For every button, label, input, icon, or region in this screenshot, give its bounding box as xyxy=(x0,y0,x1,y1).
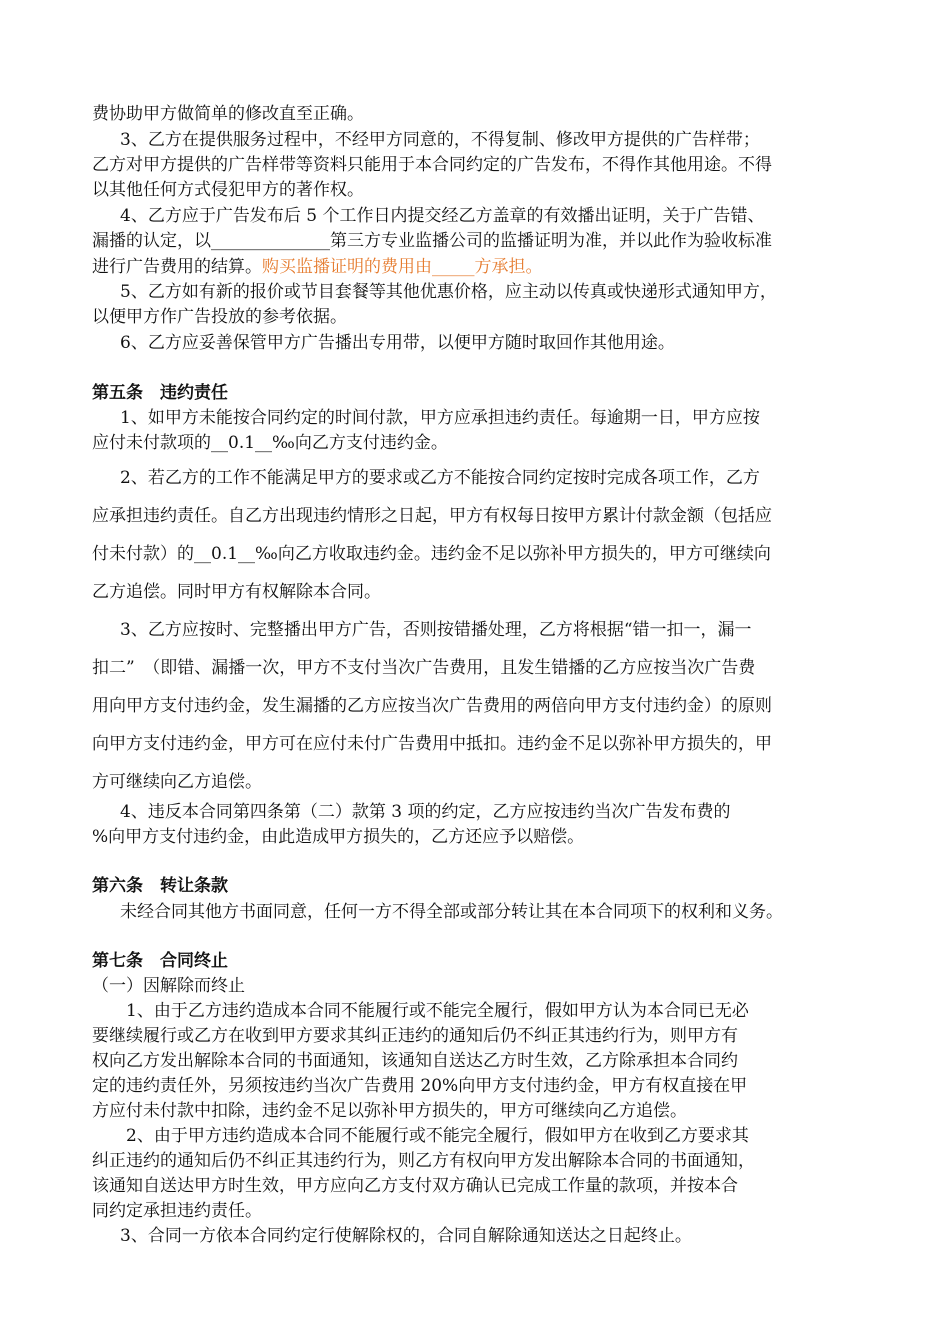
text-line: 付未付款）的__0.1__‰向乙方收取违约金。违约金不足以弥补甲方损失的，甲方可继续向 xyxy=(92,544,771,564)
text-line: 5、乙方如有新的报价或节目套餐等其他优惠价格，应主动以传真或快递形式通知甲方， xyxy=(120,282,777,302)
text-line: 2、由于甲方违约造成本合同不能履行或不能完全履行，假如甲方在收到乙方要求其 xyxy=(126,1126,749,1146)
text-line: 费协助甲方做简单的修改直至正确。 xyxy=(92,104,364,124)
text-line: 4、违反本合同第四条第（二）款第 3 项的约定，乙方应按违约当次广告发布费的 xyxy=(120,802,731,822)
text-line: 2、若乙方的工作不能满足甲方的要求或乙方不能按合同约定按时完成各项工作，乙方 xyxy=(120,468,760,488)
text-line: 定的违约责任外，另须按违约当次广告费用 20%向甲方支付违约金，甲方有权直接在甲 xyxy=(92,1076,748,1096)
text-line: 用向甲方支付违约金，发生漏播的乙方应按当次广告费用的两倍向甲方支付违约金）的原则 xyxy=(92,696,772,716)
text-line: 以便甲方作广告投放的参考依据。 xyxy=(92,307,347,327)
text-line: 4、乙方应于广告发布后 5 个工作日内提交经乙方盖章的有效播出证明，关于广告错、 xyxy=(120,206,765,226)
text-line: 该通知自送达甲方时生效，甲方应向乙方支付双方确认已完成工作量的款项，并按本合 xyxy=(92,1176,738,1196)
text-line: 6、乙方应妥善保管甲方广告播出专用带，以便甲方随时取回作其他用途。 xyxy=(120,333,675,353)
text-line: 纠正违约的通知后仍不纠正其违约行为，则乙方有权向甲方发出解除本合同的书面通知， xyxy=(92,1151,755,1171)
text-line: 方可继续向乙方追偿。 xyxy=(92,772,262,792)
text-line: 1、如甲方未能按合同约定的时间付款，甲方应承担违约责任。每逾期一日，甲方应按 xyxy=(120,408,760,428)
highlighted-note: 购买监播证明的费用由_____方承担。 xyxy=(262,257,543,277)
text-line: 要继续履行或乙方在收到甲方要求其纠正违约的通知后仍不纠正其违约行为，则甲方有 xyxy=(92,1026,738,1046)
text-line: 方应付未付款中扣除，违约金不足以弥补甲方损失的，甲方可继续向乙方追偿。 xyxy=(92,1101,687,1121)
subsection-heading: （一）因解除而终止 xyxy=(92,976,245,996)
text-line: 1、由于乙方违约造成本合同不能履行或不能完全履行，假如甲方认为本合同已无必 xyxy=(126,1001,749,1021)
section-heading: 第五条 违约责任 xyxy=(92,383,228,403)
text-segment: 进行广告费用的结算。 xyxy=(92,257,262,277)
text-line: 3、合同一方依本合同约定行使解除权的，合同自解除通知送达之日起终止。 xyxy=(120,1226,692,1246)
text-line: 以其他任何方式侵犯甲方的著作权。 xyxy=(92,180,364,200)
text-line: 3、乙方应按时、完整播出甲方广告，否则按错播处理，乙方将根据“错一扣一，漏一 xyxy=(120,620,752,640)
text-line xyxy=(92,255,860,279)
section-heading: 第七条 合同终止 xyxy=(92,951,228,971)
text-line: 同约定承担违约责任。 xyxy=(92,1201,262,1221)
text-line: 乙方对甲方提供的广告样带等资料只能用于本合同约定的广告发布，不得作其他用途。不得 xyxy=(92,155,772,175)
text-line: 3、乙方在提供服务过程中，不经甲方同意的，不得复制、修改甲方提供的广告样带； xyxy=(120,130,760,150)
text-line: 应付未付款项的__0.1__‰向乙方支付违约金。 xyxy=(92,433,448,453)
text-line: 漏播的认定，以______________第三方专业监播公司的监播证明为准，并以此作为验收标准 xyxy=(92,231,772,251)
text-line: 未经合同其他方书面同意，任何一方不得全部或部分转让其在本合同项下的权利和义务。 xyxy=(120,902,783,922)
text-line: 应承担违约责任。自乙方出现违约情形之日起，甲方有权每日按甲方累计付款金额（包括应 xyxy=(92,506,772,526)
text-line: 向甲方支付违约金，甲方可在应付未付广告费用中抵扣。违约金不足以弥补甲方损失的，甲 xyxy=(92,734,772,754)
text-line: %向甲方支付违约金，由此造成甲方损失的，乙方还应予以赔偿。 xyxy=(92,827,585,847)
text-line: 乙方追偿。同时甲方有权解除本合同。 xyxy=(92,582,381,602)
text-line: 扣二” （即错、漏播一次，甲方不支付当次广告费用，且发生错播的乙方应按当次广告费 xyxy=(92,658,756,678)
section-heading: 第六条 转让条款 xyxy=(92,876,228,896)
text-line: 权向乙方发出解除本合同的书面通知，该通知自送达乙方时生效，乙方除承担本合同约 xyxy=(92,1051,738,1071)
